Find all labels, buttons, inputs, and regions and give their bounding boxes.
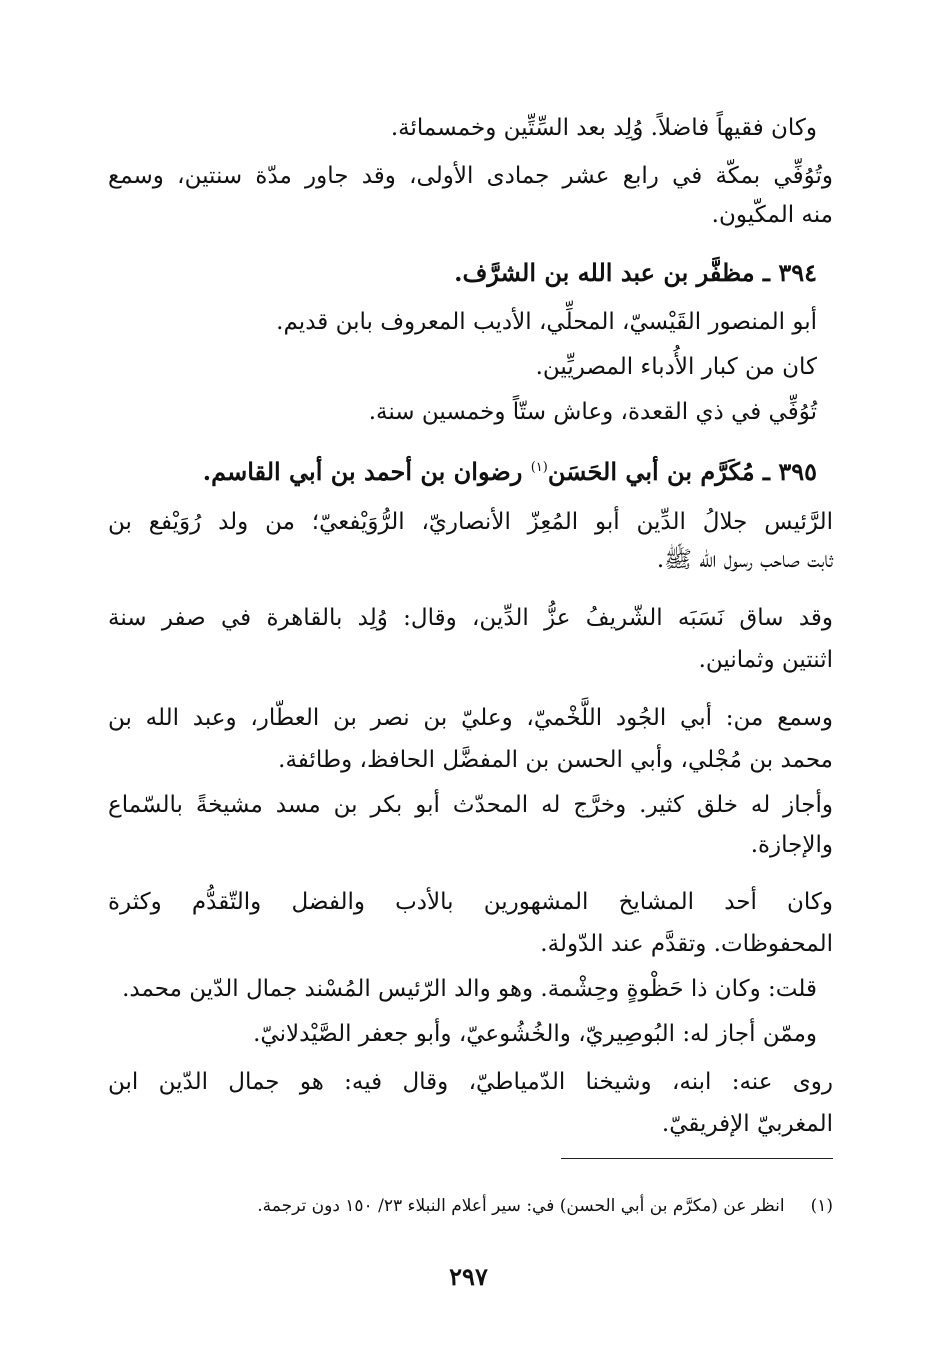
text-line: محمد بن مُجْلي، وأبي الحسن بن المفضَّل الحافظ، وطائفة. xyxy=(278,747,833,773)
footnote xyxy=(257,1193,833,1219)
text-line: اثنتين وثمانين. xyxy=(698,647,833,673)
text-line: تُوُفِّي في ذي القعدة، وعاش ستّاً وخمسين سنة. xyxy=(368,399,817,425)
footnote-text: انظر عن (مكرَّم بن أبي الحسن) في: سير أعلام النبلاء ٢٣/ ١٥٠ دون ترجمة. xyxy=(257,1196,785,1216)
text-line: الرَّئيس جلالُ الدِّين أبو المُعِزّ الأنصاريّ، الرُّوَيْفعيّ؛ من ولد رُوَيْفع بن xyxy=(108,509,833,535)
text-line: وكان أحد المشايخ المشهورين بالأدب والفضل والتّقدُّم وكثرة xyxy=(108,889,833,915)
entry-heading-395 xyxy=(203,452,817,484)
text-line: ثابت صاحب رسول الله ﷺ. xyxy=(656,547,833,573)
heading-name: ٣٩٥ ـ مُكَرَّم بن أبي الحَسَن xyxy=(547,457,817,486)
text-line: المحفوظات. وتقدَّم عند الدّولة. xyxy=(540,931,833,957)
footnote-divider xyxy=(561,1158,833,1159)
footnote-number: (١) xyxy=(810,1196,833,1216)
text-line: وقد ساق نَسَبَه الشّريفُ عزُّ الدِّين، وقال: وُلِد بالقاهرة في صفر سنة xyxy=(108,605,833,631)
text-line: وكان فقيهاً فاضلاً. وُلِد بعد السِّتِّين وخمسمائة. xyxy=(390,115,817,141)
text-line: منه المكّيون. xyxy=(711,202,833,228)
text-line: أبو المنصور القَيْسيّ، المحلِّي، الأديب المعروف بابن قديم. xyxy=(276,309,817,335)
text-line: وأجاز له خلق كثير. وخرَّج له المحدّث أبو بكر بن مسد مشيخةً بالسّماع xyxy=(108,792,833,818)
text-line: قلت: وكان ذا حَظْوةٍ وحِشْمة. وهو والد الرّئيس المُسْند جمال الدّين محمد. xyxy=(122,976,817,1002)
text-line: وسمع من: أبي الجُود اللَّخْميّ، وعليّ بن نصر بن العطّار، وعبد الله بن xyxy=(108,705,833,731)
footnote-marker: (١) xyxy=(530,460,548,475)
text-line: والإجازة. xyxy=(750,832,833,858)
text-line: وتُوُفِّي بمكّة في رابع عشر جمادى الأولى، وقد جاور مدّة سنتين، وسمع xyxy=(108,163,833,189)
text-line: كان من كبار الأُدباء المصريِّين. xyxy=(535,354,817,380)
text-line: المغربيّ الإفريقيّ. xyxy=(661,1111,833,1137)
heading-lineage: رضوان بن أحمد بن أبي القاسم. xyxy=(202,457,523,486)
text-line: روى عنه: ابنه، وشيخنا الدّمياطيّ، وقال فيه: هو جمال الدّين ابن xyxy=(108,1069,833,1095)
page-number: ٢٩٧ xyxy=(449,1262,488,1291)
entry-heading-394: ٣٩٤ ـ مظفَّر بن عبد الله بن الشرَّف. xyxy=(454,258,817,287)
text-line: وممّن أجاز له: البُوصِيريّ، والخُشُوعيّ، وأبو جعفر الصَّيْدلانيّ. xyxy=(253,1021,817,1047)
